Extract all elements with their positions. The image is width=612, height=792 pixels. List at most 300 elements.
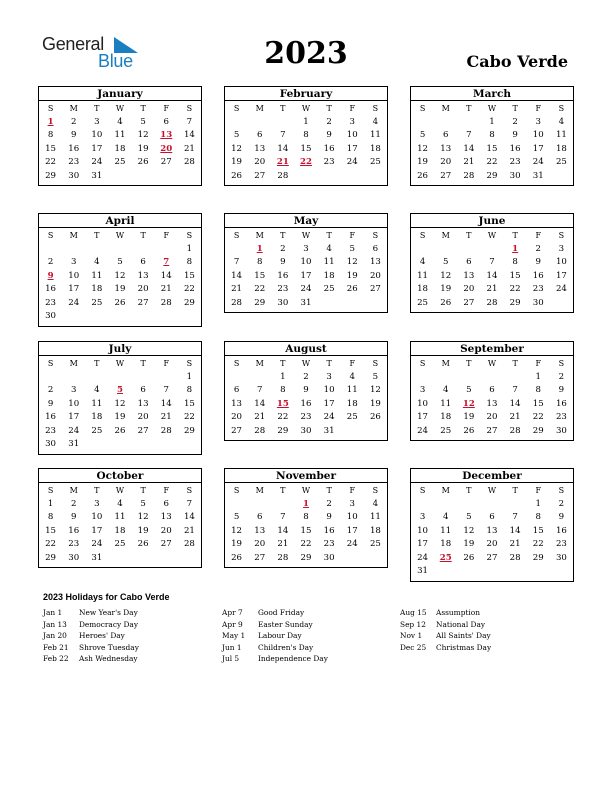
- day-cell: 22: [277, 412, 289, 422]
- day-cell: 20: [486, 412, 498, 422]
- day-cell: 21: [160, 284, 172, 294]
- day-cell: 19: [137, 525, 149, 536]
- day-cell: 17: [346, 525, 358, 536]
- month-days-grid: [411, 228, 573, 312]
- weekday-header: T: [280, 486, 286, 495]
- weekday-header: S: [233, 486, 240, 495]
- day-cell: 18: [346, 398, 358, 409]
- weekday-header: W: [301, 231, 311, 240]
- day-cell: 25: [91, 297, 103, 308]
- day-cell: 8: [186, 385, 193, 395]
- day-cell: 19: [369, 398, 381, 409]
- day-cell: 2: [558, 371, 565, 382]
- month-name: June: [411, 214, 573, 228]
- day-cell: 30: [323, 552, 335, 563]
- empty-day-cell: [225, 243, 248, 257]
- day-cell: 10: [417, 525, 429, 536]
- holiday-day-cell: 22: [300, 157, 312, 167]
- day-cell: 4: [326, 243, 332, 254]
- day-cell: 13: [463, 270, 475, 281]
- day-cell: 26: [346, 284, 358, 294]
- day-cell: 26: [114, 297, 126, 308]
- day-cell: 16: [555, 398, 567, 409]
- day-cell: 14: [509, 398, 521, 409]
- weekday-header: T: [326, 359, 332, 368]
- empty-day-cell: [108, 371, 131, 385]
- holiday-date: May 1: [222, 631, 246, 640]
- day-cell: 15: [45, 525, 57, 536]
- day-cell: 28: [277, 552, 289, 563]
- holiday-item: [400, 642, 570, 654]
- day-cell: 17: [346, 143, 358, 154]
- day-cell: 25: [440, 425, 452, 436]
- day-cell: 16: [555, 525, 567, 536]
- day-cell: 30: [45, 439, 57, 449]
- weekday-header: W: [487, 231, 497, 240]
- holiday-item: [43, 653, 213, 665]
- day-cell: 21: [231, 284, 243, 294]
- day-cell: 14: [183, 512, 195, 522]
- weekday-header: S: [558, 359, 565, 368]
- holiday-day-cell: 20: [160, 143, 173, 154]
- day-cell: 22: [532, 539, 544, 549]
- day-cell: 12: [137, 512, 149, 522]
- holiday-date: Nov 1: [400, 631, 423, 640]
- day-cell: 25: [323, 284, 335, 294]
- day-cell: 7: [233, 257, 240, 267]
- day-cell: 10: [417, 398, 429, 409]
- day-cell: 14: [509, 525, 521, 536]
- day-cell: 4: [94, 257, 100, 267]
- weekday-header: S: [233, 104, 240, 113]
- day-cell: 6: [256, 512, 263, 522]
- holiday-name: New Year's Day: [79, 608, 138, 617]
- day-cell: 31: [300, 297, 312, 308]
- month-march: [410, 86, 574, 186]
- day-cell: 16: [323, 143, 335, 154]
- day-cell: 17: [532, 143, 544, 154]
- month-days-grid: [39, 101, 201, 185]
- day-cell: 7: [512, 385, 518, 395]
- day-cell: 9: [535, 257, 541, 267]
- weekday-header: F: [535, 359, 542, 368]
- day-cell: 14: [160, 398, 172, 409]
- day-cell: 12: [114, 270, 126, 281]
- empty-day-cell: [225, 371, 248, 385]
- month-name: April: [39, 214, 201, 228]
- day-cell: 13: [486, 525, 498, 536]
- day-cell: 4: [372, 116, 379, 127]
- weekday-header: F: [349, 231, 356, 240]
- day-cell: 6: [163, 116, 169, 127]
- weekday-header: F: [163, 359, 170, 368]
- day-cell: 26: [137, 539, 149, 549]
- day-cell: 3: [303, 243, 309, 254]
- day-cell: 3: [558, 243, 565, 254]
- day-cell: 6: [140, 385, 146, 395]
- day-cell: 13: [440, 143, 452, 154]
- day-cell: 31: [91, 170, 103, 181]
- empty-day-cell: [155, 243, 178, 257]
- weekday-header: M: [69, 231, 78, 240]
- day-cell: 5: [372, 371, 379, 382]
- day-cell: 11: [114, 130, 126, 140]
- day-cell: 9: [303, 385, 309, 395]
- weekday-header: M: [441, 486, 450, 495]
- day-cell: 24: [417, 552, 429, 563]
- holiday-name: National Day: [436, 619, 486, 629]
- holiday-name: Shrove Tuesday: [79, 642, 139, 652]
- day-cell: 18: [323, 270, 335, 281]
- day-cell: 20: [137, 412, 149, 422]
- day-cell: 4: [372, 498, 379, 509]
- day-cell: 19: [417, 157, 429, 167]
- day-cell: 16: [68, 525, 80, 536]
- day-cell: 10: [323, 385, 335, 395]
- holiday-item: [43, 642, 213, 654]
- weekday-header: S: [47, 486, 54, 495]
- day-cell: 9: [558, 385, 565, 395]
- month-name: February: [225, 87, 387, 101]
- weekday-header: F: [535, 486, 542, 495]
- day-cell: 13: [254, 143, 266, 154]
- day-cell: 3: [326, 371, 332, 382]
- month-name: August: [225, 342, 387, 356]
- month-january: [38, 86, 202, 186]
- day-cell: 10: [91, 130, 103, 140]
- day-cell: 24: [68, 425, 80, 436]
- day-cell: 29: [509, 297, 521, 308]
- empty-day-cell: [225, 116, 248, 130]
- holiday-date: Apr 7: [222, 608, 243, 617]
- day-cell: 27: [369, 284, 381, 294]
- day-cell: 12: [231, 143, 243, 154]
- weekday-header: S: [372, 359, 379, 368]
- day-cell: 22: [45, 539, 57, 549]
- day-cell: 6: [489, 385, 495, 395]
- weekday-header: M: [255, 359, 264, 368]
- day-cell: 16: [509, 143, 521, 154]
- day-cell: 2: [303, 371, 309, 382]
- day-cell: 26: [440, 297, 452, 308]
- day-cell: 8: [186, 257, 193, 267]
- day-cell: 27: [254, 552, 266, 563]
- weekday-header: M: [255, 104, 264, 113]
- day-cell: 11: [440, 525, 452, 536]
- weekday-header: T: [280, 104, 286, 113]
- empty-day-cell: [411, 498, 434, 512]
- day-cell: 20: [486, 539, 498, 549]
- weekday-header: M: [69, 359, 78, 368]
- day-cell: 10: [68, 270, 80, 281]
- day-cell: 26: [463, 425, 475, 436]
- day-cell: 28: [183, 539, 195, 549]
- day-cell: 7: [163, 385, 169, 395]
- holiday-item: [400, 619, 570, 631]
- month-days-grid: [225, 228, 387, 312]
- day-cell: 11: [369, 512, 381, 522]
- day-cell: 18: [369, 143, 381, 154]
- empty-day-cell: [39, 371, 62, 385]
- day-cell: 23: [555, 412, 567, 422]
- holiday-date: Jan 1: [43, 608, 63, 617]
- weekday-header: W: [115, 104, 125, 113]
- day-cell: 30: [509, 170, 521, 181]
- holiday-item: [43, 630, 213, 642]
- weekday-header: F: [535, 231, 542, 240]
- day-cell: 22: [532, 412, 544, 422]
- day-cell: 13: [231, 398, 243, 409]
- day-cell: 22: [300, 539, 312, 549]
- day-cell: 2: [326, 498, 332, 509]
- empty-day-cell: [457, 498, 480, 512]
- day-cell: 20: [160, 525, 172, 536]
- day-cell: 7: [466, 130, 472, 140]
- weekday-header: S: [419, 486, 426, 495]
- day-cell: 23: [68, 157, 80, 167]
- day-cell: 18: [369, 525, 381, 536]
- day-cell: 13: [486, 398, 498, 409]
- day-cell: 19: [114, 412, 126, 422]
- day-cell: 6: [466, 257, 472, 267]
- day-cell: 19: [231, 539, 243, 549]
- empty-day-cell: [434, 116, 457, 130]
- day-cell: 5: [233, 130, 240, 140]
- day-cell: 4: [419, 257, 426, 267]
- weekday-header: M: [255, 231, 264, 240]
- holidays-column: [43, 607, 213, 665]
- day-cell: 3: [94, 116, 100, 127]
- day-cell: 28: [463, 170, 475, 181]
- weekday-header: T: [140, 359, 146, 368]
- day-cell: 30: [300, 425, 312, 436]
- day-cell: 8: [47, 130, 54, 140]
- day-cell: 4: [349, 371, 355, 382]
- weekday-header: S: [558, 486, 565, 495]
- day-cell: 28: [509, 425, 521, 436]
- day-cell: 12: [346, 257, 358, 267]
- day-cell: 1: [535, 371, 541, 382]
- day-cell: 6: [442, 130, 449, 140]
- holiday-name: Labour Day: [258, 631, 302, 640]
- logo-text-blue: Blue: [98, 51, 133, 71]
- weekday-header: S: [558, 104, 565, 113]
- day-cell: 29: [277, 425, 289, 436]
- weekday-header: T: [140, 231, 146, 240]
- day-cell: 31: [323, 425, 335, 436]
- day-cell: 18: [91, 284, 103, 294]
- day-cell: 9: [558, 512, 565, 522]
- holiday-name: All Saints' Day: [436, 631, 491, 640]
- day-cell: 18: [114, 143, 126, 154]
- day-cell: 27: [486, 425, 498, 436]
- day-cell: 15: [183, 270, 195, 281]
- month-name: October: [39, 469, 201, 483]
- day-cell: 31: [417, 566, 429, 576]
- weekday-header: S: [47, 104, 54, 113]
- day-cell: 3: [349, 116, 355, 127]
- day-cell: 23: [323, 539, 335, 549]
- empty-day-cell: [62, 243, 85, 257]
- day-cell: 4: [442, 385, 449, 395]
- day-cell: 1: [303, 116, 309, 127]
- day-cell: 23: [509, 157, 521, 167]
- day-cell: 2: [70, 116, 77, 127]
- day-cell: 29: [300, 552, 312, 563]
- day-cell: 14: [486, 270, 498, 281]
- day-cell: 20: [463, 284, 475, 294]
- day-cell: 9: [70, 130, 77, 140]
- day-cell: 10: [532, 130, 544, 140]
- holiday-item: [222, 653, 392, 665]
- day-cell: 11: [114, 512, 126, 522]
- month-days-grid: [39, 228, 201, 326]
- day-cell: 14: [277, 143, 289, 154]
- day-cell: 1: [280, 371, 286, 382]
- holidays-column: [222, 607, 392, 665]
- day-cell: 21: [160, 412, 172, 422]
- day-cell: 28: [254, 425, 266, 436]
- holiday-day-cell: 21: [276, 157, 289, 167]
- weekday-header: W: [487, 486, 497, 495]
- day-cell: 20: [231, 412, 243, 422]
- day-cell: 24: [68, 297, 80, 308]
- day-cell: 16: [68, 143, 80, 154]
- day-cell: 25: [346, 412, 358, 422]
- weekday-header: S: [419, 231, 426, 240]
- weekday-header: S: [372, 486, 379, 495]
- weekday-header: F: [349, 359, 356, 368]
- day-cell: 6: [140, 257, 146, 267]
- holiday-item: [400, 630, 570, 642]
- day-cell: 13: [137, 398, 149, 409]
- day-cell: 16: [532, 270, 544, 281]
- day-cell: 2: [70, 498, 77, 509]
- day-cell: 26: [231, 170, 243, 181]
- day-cell: 5: [140, 116, 146, 127]
- day-cell: 16: [300, 398, 312, 409]
- month-may: [224, 213, 388, 313]
- day-cell: 17: [417, 412, 429, 422]
- weekday-header: T: [326, 231, 332, 240]
- day-cell: 14: [463, 143, 475, 154]
- day-cell: 16: [45, 412, 57, 422]
- weekday-header: W: [301, 104, 311, 113]
- holiday-day-cell: 13: [160, 130, 173, 140]
- day-cell: 10: [91, 512, 103, 522]
- empty-day-cell: [434, 498, 457, 512]
- weekday-header: W: [115, 486, 125, 495]
- holiday-day-cell: 7: [163, 257, 170, 267]
- day-cell: 1: [186, 243, 193, 254]
- month-june: [410, 213, 574, 313]
- day-cell: 29: [486, 170, 498, 181]
- day-cell: 15: [183, 398, 195, 409]
- day-cell: 24: [91, 157, 103, 167]
- day-cell: 27: [440, 170, 452, 181]
- weekday-header: S: [186, 359, 193, 368]
- day-cell: 28: [231, 297, 243, 308]
- holiday-item: [222, 642, 392, 654]
- empty-day-cell: [62, 371, 85, 385]
- weekday-header: T: [140, 486, 146, 495]
- day-cell: 14: [183, 130, 195, 140]
- day-cell: 3: [94, 498, 100, 509]
- day-cell: 18: [440, 539, 452, 549]
- day-cell: 20: [254, 539, 266, 549]
- month-name: July: [39, 342, 201, 356]
- weekday-header: S: [47, 359, 54, 368]
- day-cell: 7: [489, 257, 495, 267]
- weekday-header: W: [487, 104, 497, 113]
- month-days-grid: [225, 356, 387, 440]
- month-november: [224, 468, 388, 568]
- day-cell: 27: [486, 552, 498, 563]
- day-cell: 22: [254, 284, 266, 294]
- holiday-day-cell: 12: [462, 398, 475, 409]
- holiday-day-cell: 25: [439, 552, 452, 563]
- day-cell: 5: [466, 385, 472, 395]
- day-cell: 29: [532, 552, 544, 563]
- day-cell: 16: [323, 525, 335, 536]
- day-cell: 25: [114, 157, 126, 167]
- day-cell: 15: [254, 270, 266, 281]
- day-cell: 2: [326, 116, 332, 127]
- day-cell: 30: [555, 552, 567, 563]
- weekday-header: M: [69, 486, 78, 495]
- day-cell: 30: [68, 170, 80, 181]
- day-cell: 9: [326, 512, 332, 522]
- weekday-header: W: [301, 359, 311, 368]
- empty-day-cell: [132, 243, 155, 257]
- day-cell: 5: [233, 512, 240, 522]
- day-cell: 7: [280, 512, 286, 522]
- holiday-date: Jan 13: [43, 619, 67, 629]
- day-cell: 13: [254, 525, 266, 536]
- day-cell: 13: [369, 257, 381, 267]
- day-cell: 7: [186, 116, 193, 127]
- empty-day-cell: [411, 243, 434, 257]
- day-cell: 1: [186, 371, 193, 382]
- day-cell: 22: [45, 157, 57, 167]
- day-cell: 4: [117, 498, 123, 509]
- empty-day-cell: [248, 116, 271, 130]
- day-cell: 8: [47, 512, 54, 522]
- month-days-grid: [411, 483, 573, 581]
- day-cell: 4: [442, 512, 449, 522]
- weekday-header: W: [115, 359, 125, 368]
- day-cell: 12: [114, 398, 126, 409]
- day-cell: 23: [45, 425, 57, 436]
- month-name: May: [225, 214, 387, 228]
- day-cell: 13: [137, 270, 149, 281]
- empty-day-cell: [271, 498, 294, 512]
- weekday-header: S: [186, 104, 193, 113]
- day-cell: 25: [91, 425, 103, 436]
- holiday-item: [222, 607, 392, 619]
- holiday-name: Good Friday: [258, 608, 305, 617]
- weekday-header: M: [441, 359, 450, 368]
- day-cell: 20: [369, 270, 381, 281]
- empty-day-cell: [480, 498, 503, 512]
- weekday-header: W: [301, 486, 311, 495]
- empty-day-cell: [271, 116, 294, 130]
- weekday-header: T: [94, 359, 100, 368]
- day-cell: 4: [558, 116, 565, 127]
- day-cell: 23: [300, 412, 312, 422]
- day-cell: 11: [555, 130, 567, 140]
- page-title-year: 2023: [264, 36, 348, 71]
